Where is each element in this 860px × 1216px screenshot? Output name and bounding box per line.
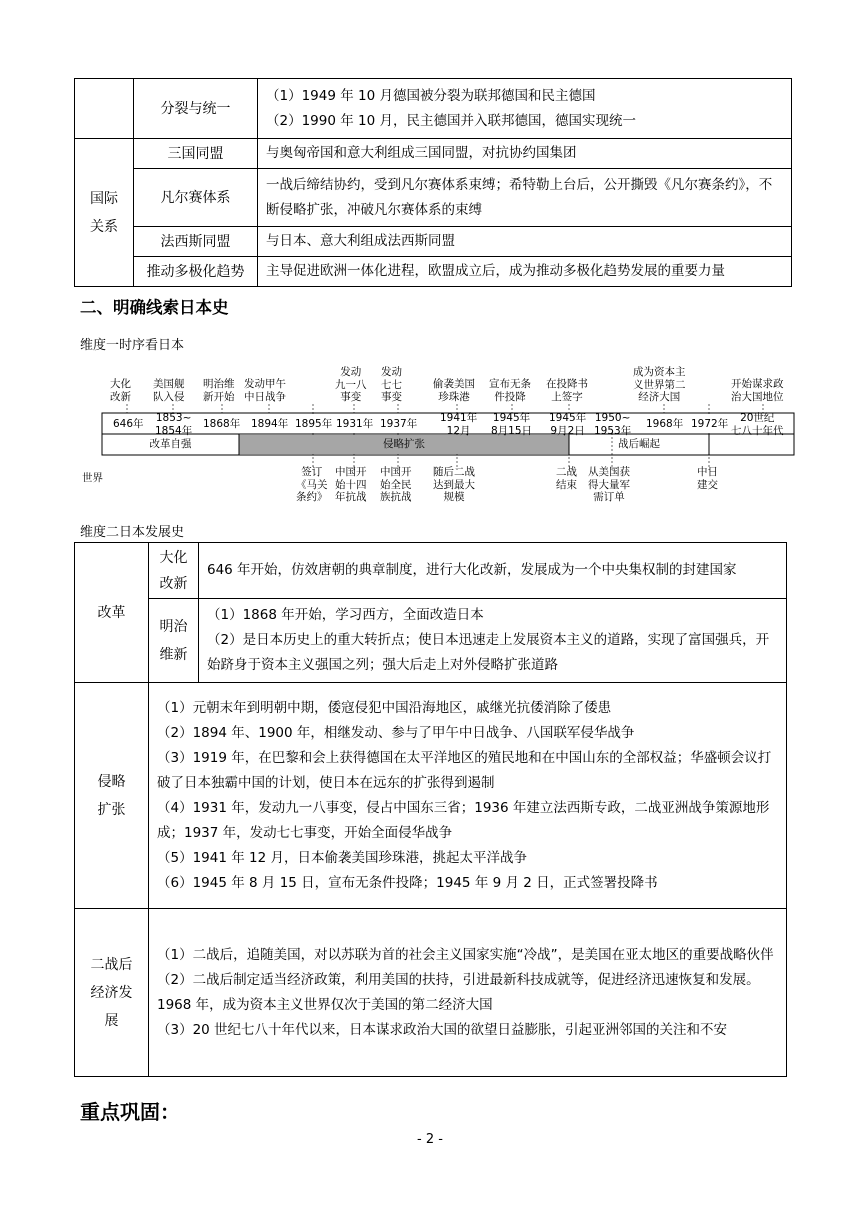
tl-world-event: 中日 建交 [697, 466, 718, 491]
tl-event: 美国舰 队入侵 [153, 378, 185, 403]
tl-world-event: 二战 结束 [556, 466, 577, 491]
tl-date: 1945年 8月15日 [491, 412, 533, 437]
tl-phase-reform: 改革自强 [149, 438, 192, 450]
section-2-title: 二、明确线索日本史 [80, 298, 229, 317]
tl-phase-rise: 战后崛起 [618, 438, 660, 450]
japan-table [74, 542, 787, 1077]
tl-date: 1945年 9月2日 [549, 412, 587, 437]
tl-date: 20世纪 七八十年代 [731, 412, 784, 437]
tl-event: 明治维 新开始 [203, 378, 235, 403]
row-content-split: （1）1949 年 10 月德国被分裂为联邦德国和民主德国 （2）1990 年 10 月，民主德国并入联邦德国，德国实现统一 [258, 79, 792, 139]
tl-date: 1868年 [203, 418, 241, 430]
tl-date: 1853~ 1854年 [155, 412, 193, 437]
page-number: - 2 - [417, 1132, 443, 1147]
row-content-versailles: 一战后缔结协约，受到凡尔赛体系束缚；希特勒上台后，公开撕毁《凡尔赛条约》，不断侵略扩张，冲破凡尔赛体系的束缚 [258, 169, 792, 227]
row-content-aggression: （1）元朝末年到明朝中期，倭寇侵犯中国沿海地区，戚继光抗倭消除了倭患 （2）1894 年、1900 年，相继发动、参与了甲午中日战争、八国联军侵华战争 （3）1919 年，在巴黎和会上获得德国在太平洋地区的殖民地和在中国山东的全部权益；华盛顿会议打破了日本独霸中国的计划，使日本在远东的扩张得到遏制 （4）1931 年，发动九一八事变，侵占中国东三省；1936 年建立法西斯专政，二战亚洲战争策源地形成；1937 年，发动七七事变，开始全面侵华战争 （5）1941 年 12 月，日本偷袭美国珍珠港，挑起太平洋战争 （6）1945 年 8 月 15 日，宣布无条件投降；1945 年 9 月 2 日，正式签署投降书 [149, 683, 787, 909]
tl-event: 成为资本主 义世界第二 经济大国 [633, 366, 686, 403]
row-content-fascist: 与日本、意大利组成法西斯同盟 [258, 227, 792, 257]
tl-world-label: 世界 [82, 472, 103, 484]
tl-event: 发动 九一八 事变 [335, 366, 367, 403]
row-label-multipolar: 推动多极化趋势 [134, 257, 258, 287]
tl-event: 发动 七七 事变 [381, 366, 402, 403]
row-label-taika: 大化 改新 [149, 543, 199, 599]
tl-world-event: 中国开 始十四 年抗战 [335, 466, 367, 503]
row-content-triple: 与奥匈帝国和意大利组成三国同盟，对抗协约国集团 [258, 139, 792, 169]
group-label-intl: 国际 关系 [75, 139, 134, 287]
tl-date: 1950~ 1953年 [594, 412, 632, 437]
row-label-postwar: 二战后 经济发 展 [75, 909, 149, 1077]
tl-phase-aggression: 侵略扩张 [383, 438, 425, 450]
tl-date: 1931年 [336, 418, 374, 430]
dimension-1-title: 维度一时序看日本 [80, 338, 185, 353]
row-content-taika: 646 年开始，仿效唐朝的典章制度，进行大化改新，发展成为一个中央集权制的封建国家 [199, 543, 787, 599]
tl-date: 1968年 [646, 418, 684, 430]
row-label-split: 分裂与统一 [134, 79, 258, 139]
row-label-fascist: 法西斯同盟 [134, 227, 258, 257]
timeline [0, 0, 860, 520]
tl-date: 1937年 [380, 418, 418, 430]
key-points-title: 重点巩固： [80, 1100, 180, 1124]
tl-date: 1894年 [251, 418, 289, 430]
row-label-reform: 改革 [75, 543, 149, 683]
tl-date: 1972年 [691, 418, 729, 430]
tl-event: 宣布无条 件投降 [489, 378, 531, 403]
tl-date: 1941年 12月 [440, 412, 478, 437]
row-label-versailles: 凡尔赛体系 [134, 169, 258, 227]
row-label-meiji: 明治 维新 [149, 599, 199, 683]
row-label-aggression: 侵略 扩张 [75, 683, 149, 909]
tl-date: 646年 [113, 418, 144, 430]
tl-world-event: 从美国获 得大量军 需订单 [588, 466, 630, 503]
tl-event: 大化 改新 [110, 378, 131, 403]
dimension-2-title: 维度二日本发展史 [80, 525, 185, 540]
row-content-multipolar: 主导促进欧洲一体化进程，欧盟成立后，成为推动多极化趋势发展的重要力量 [258, 257, 792, 287]
tl-event: 开始谋求政 治大国地位 [731, 378, 784, 403]
row-content-postwar: （1）二战后，追随美国，对以苏联为首的社会主义国家实施“冷战”，是美国在亚太地区的重要战略伙伴 （2）二战后制定适当经济政策，利用美国的扶持，引进最新科技成就等，促进经济迅速恢复和发展。1968 年，成为资本主义世界仅次于美国的第二经济大国 （3）20 世纪七八十年代以来，日本谋求政治大国的欲望日益膨胀，引起亚洲邻国的关注和不安 [149, 909, 787, 1077]
row-content-meiji: （1）1868 年开始，学习西方，全面改造日本 （2）是日本历史上的重大转折点；使日本迅速走上发展资本主义的道路，实现了富国强兵，开始跻身于资本主义强国之列；强大后走上对外侵略扩张道路 [199, 599, 787, 683]
tl-date: 1895年 [295, 418, 333, 430]
tl-world-event: 中国开 始全民 族抗战 [380, 466, 412, 503]
tl-world-event: 随后二战 达到最大 规模 [433, 466, 475, 503]
tl-event: 偷袭美国 珍珠港 [433, 378, 475, 403]
tl-world-event: 签订 《马关 条约》 [296, 466, 328, 503]
row-label-triple: 三国同盟 [134, 139, 258, 169]
tl-event: 在投降书 上签字 [546, 378, 588, 403]
tl-event: 发动甲午 中日战争 [244, 378, 286, 403]
